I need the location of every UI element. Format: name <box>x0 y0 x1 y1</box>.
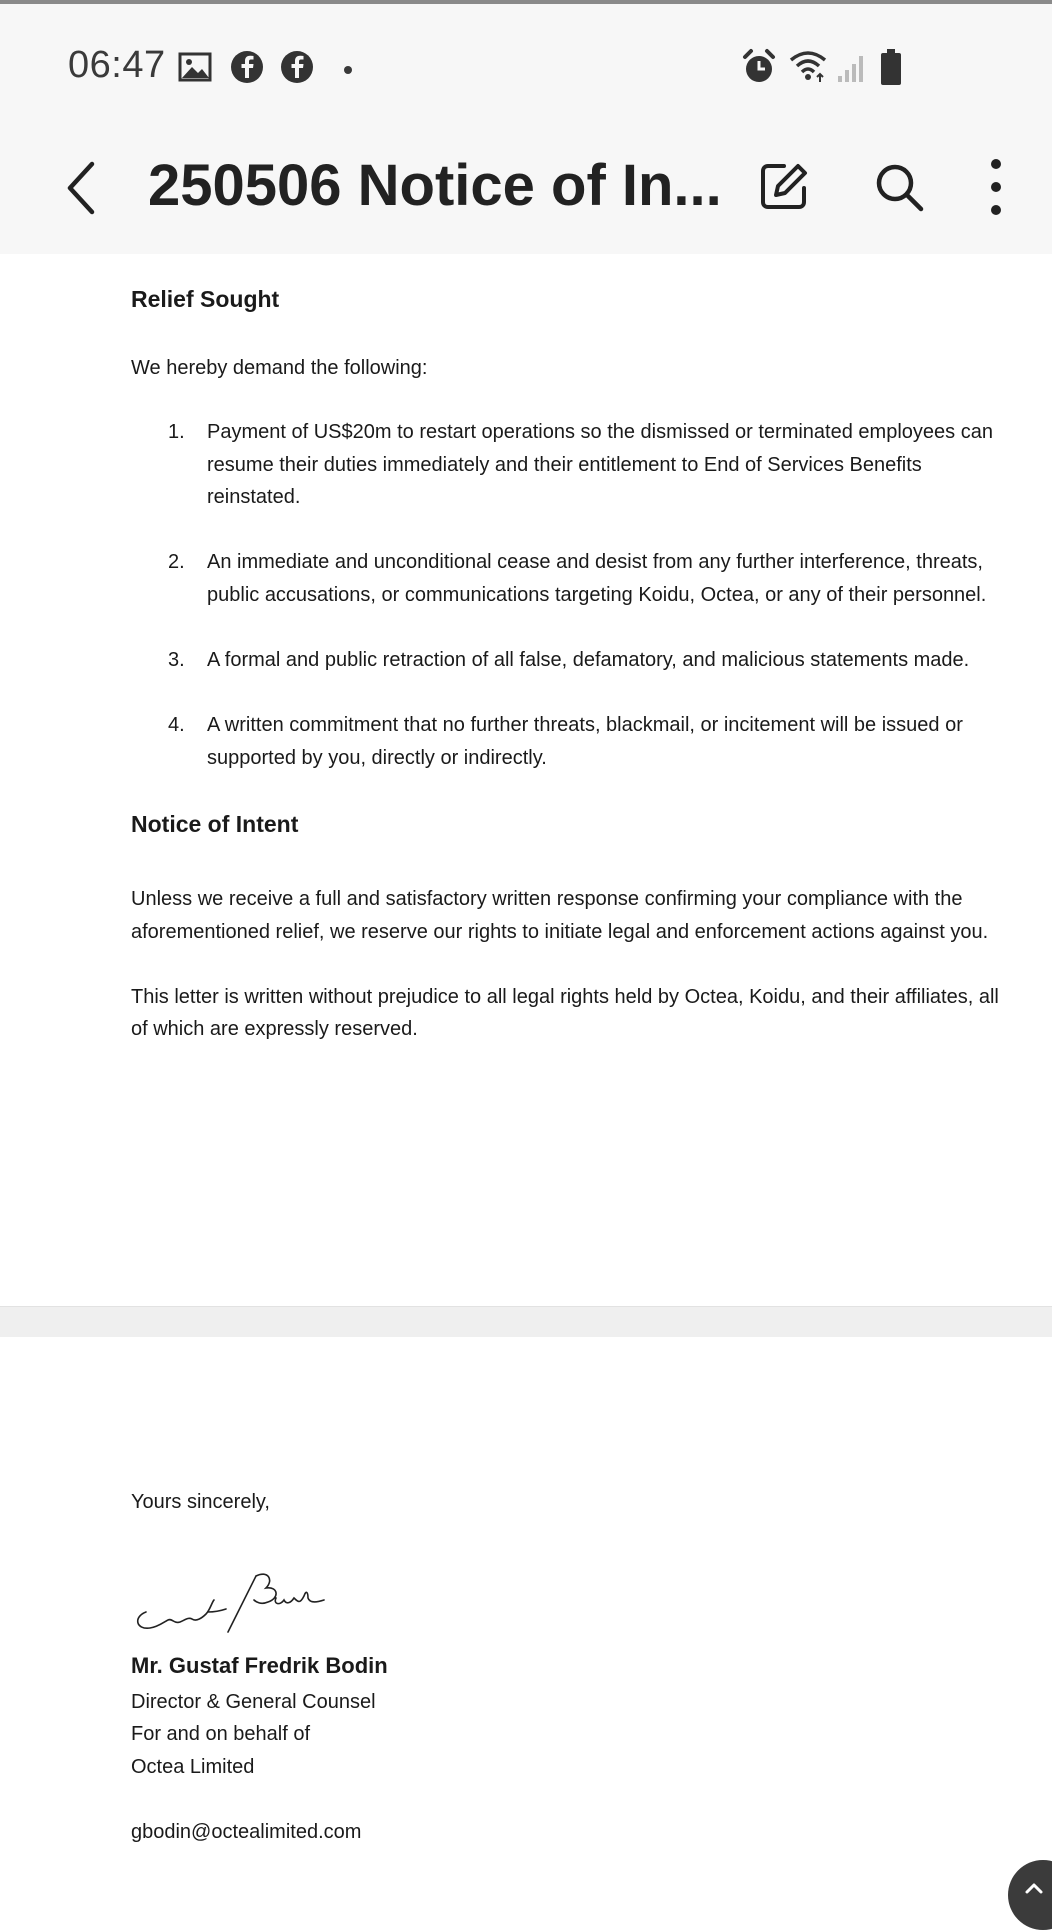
search-icon[interactable] <box>872 160 926 214</box>
document-page-1 <box>0 254 1052 1306</box>
edit-icon[interactable] <box>758 160 810 212</box>
intent-paragraph-line: Unless we receive a full and satisfactory written response confirming your compliance with the <box>131 888 963 910</box>
demand-intro: We hereby demand the following: <box>131 357 428 379</box>
prejudice-paragraph-line: of which are expressly reserved. <box>131 1018 418 1040</box>
chevron-up-icon <box>1024 1880 1044 1896</box>
prejudice-paragraph-line: This letter is written without prejudice to all legal rights held by Octea, Koidu, and their affiliates, all <box>131 986 999 1008</box>
list-item-line: supported by you, directly or indirectly. <box>207 747 547 769</box>
signatory-name: Mr. Gustaf Fredrik Bodin <box>131 1653 388 1678</box>
closing: Yours sincerely, <box>131 1491 270 1513</box>
on-behalf-text: For and on behalf of <box>131 1723 311 1745</box>
wifi-icon <box>788 48 828 84</box>
list-number: 4. <box>168 714 185 736</box>
more-vert-icon[interactable] <box>984 156 1008 218</box>
list-number: 1. <box>168 421 185 443</box>
battery-icon <box>880 48 902 86</box>
alarm-icon <box>740 48 778 86</box>
status-time: 06:47 <box>68 44 166 86</box>
list-item-line: An immediate and unconditional cease and desist from any further interference, threats, <box>207 551 983 573</box>
facebook-icon <box>280 50 314 84</box>
title-bar <box>0 126 1052 254</box>
intent-paragraph-line: aforementioned relief, we reserve our rights to initiate legal and enforcement actions against you. <box>131 921 989 943</box>
facebook-icon <box>230 50 264 84</box>
list-item-line: resume their duties immediately and their entitlement to End of Services Benefits <box>207 454 922 476</box>
back-chevron-icon[interactable] <box>62 158 102 218</box>
email-address: gbodin@octealimited.com <box>131 1821 362 1843</box>
gallery-icon <box>178 52 212 82</box>
notification-dot-icon <box>344 66 352 74</box>
list-item-line: A written commitment that no further threats, blackmail, or incitement will be issued or <box>207 714 963 736</box>
signal-icon <box>836 52 868 84</box>
signature <box>128 1562 378 1652</box>
intent-heading: Notice of Intent <box>131 811 299 837</box>
list-item-line: public accusations, or communications targeting Koidu, Octea, or any of their personnel. <box>207 584 987 606</box>
signatory-title: Director & General Counsel <box>131 1691 376 1713</box>
list-item-line: Payment of US$20m to restart operations so the dismissed or terminated employees can <box>207 421 993 443</box>
list-item-line: reinstated. <box>207 486 301 508</box>
list-number: 2. <box>168 551 185 573</box>
list-item-line: A formal and public retraction of all false, defamatory, and malicious statements made. <box>207 649 970 671</box>
relief-heading: Relief Sought <box>131 286 280 312</box>
list-number: 3. <box>168 649 185 671</box>
company-name: Octea Limited <box>131 1756 255 1778</box>
app-header <box>0 4 1052 255</box>
page-break <box>0 1306 1052 1338</box>
status-bar <box>0 4 1052 126</box>
document-title: 250506 Notice of In... <box>148 153 722 218</box>
